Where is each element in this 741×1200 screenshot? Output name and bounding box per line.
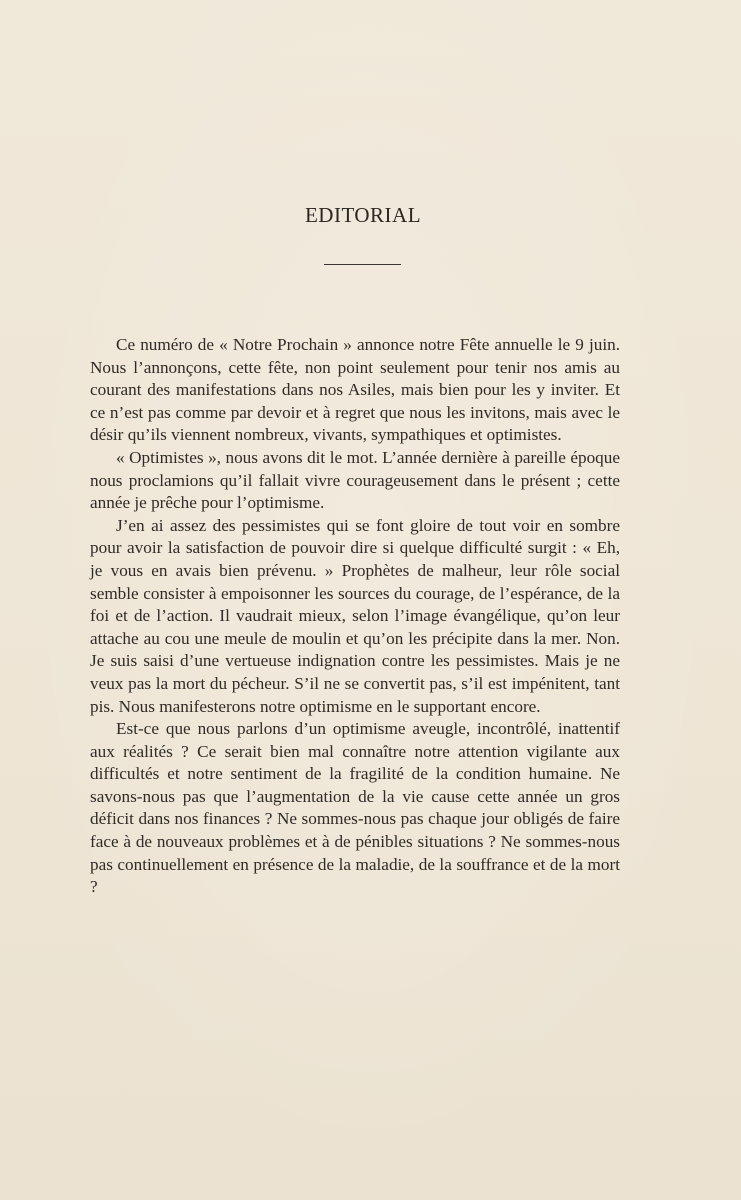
- paragraph: « Optimistes », nous avons dit le mot. L’année dernière à pareille époque nous proclamions qu’il fallait vivre courageusement dans le présent ; cette année je prêche pour l’optimisme.: [90, 447, 620, 513]
- article-body: [90, 334, 620, 899]
- page-title: EDITORIAL: [304, 203, 422, 227]
- paragraph: J’en ai assez des pessimistes qui se font gloire de tout voir en sombre pour avoir la satisfaction de pouvoir dire si quelque difficulté surgit : « Eh, je vous en avais bien prévenu. » Prophètes de malheur, leur rôle social semble consister à empoisonner les sources du courage, de l’espérance, de la foi et de l’action. Il vaudrait mieux, selon l’image évangélique, qu’on leur attache au cou une meule de moulin et qu’on les précipite dans la mer. Non. Je suis saisi d’une vertueuse indignation contre les pessimistes. Mais je ne veux pas la mort du pécheur. S’il ne se convertit pas, s’il est impénitent, tant pis. Nous manifesterons notre optimisme en le supportant encore.: [90, 515, 620, 716]
- title-divider: [324, 264, 401, 265]
- paragraph: Ce numéro de « Notre Prochain » annonce notre Fête annuelle le 9 juin. Nous l’annonçons, cette fête, non point seulement pour tenir nos amis au courant des manifestations dans nos Asiles, mais bien pour les y inviter. Et ce n’est pas comme par devoir et à regret que nous les invitons, mais avec le désir qu’ils viennent nombreux, vivants, sympathiques et optimistes.: [90, 335, 620, 445]
- paragraph: Est-ce que nous parlons d’un optimisme aveugle, incontrôlé, inattentif aux réalités ? Ce serait bien mal connaître notre attention vigilante aux difficultés et notre sentiment de la fragilité de la condition humaine. Ne savons-nous pas que l’augmentation de la vie cause cette année un gros déficit dans nos finances ? Ne sommes-nous pas chaque jour obligés de faire face à de nouveaux problèmes et à de pénibles situations ? Ne sommes-nous pas continuellement en présence de la maladie, de la souffrance et de la mort ?: [90, 719, 620, 897]
